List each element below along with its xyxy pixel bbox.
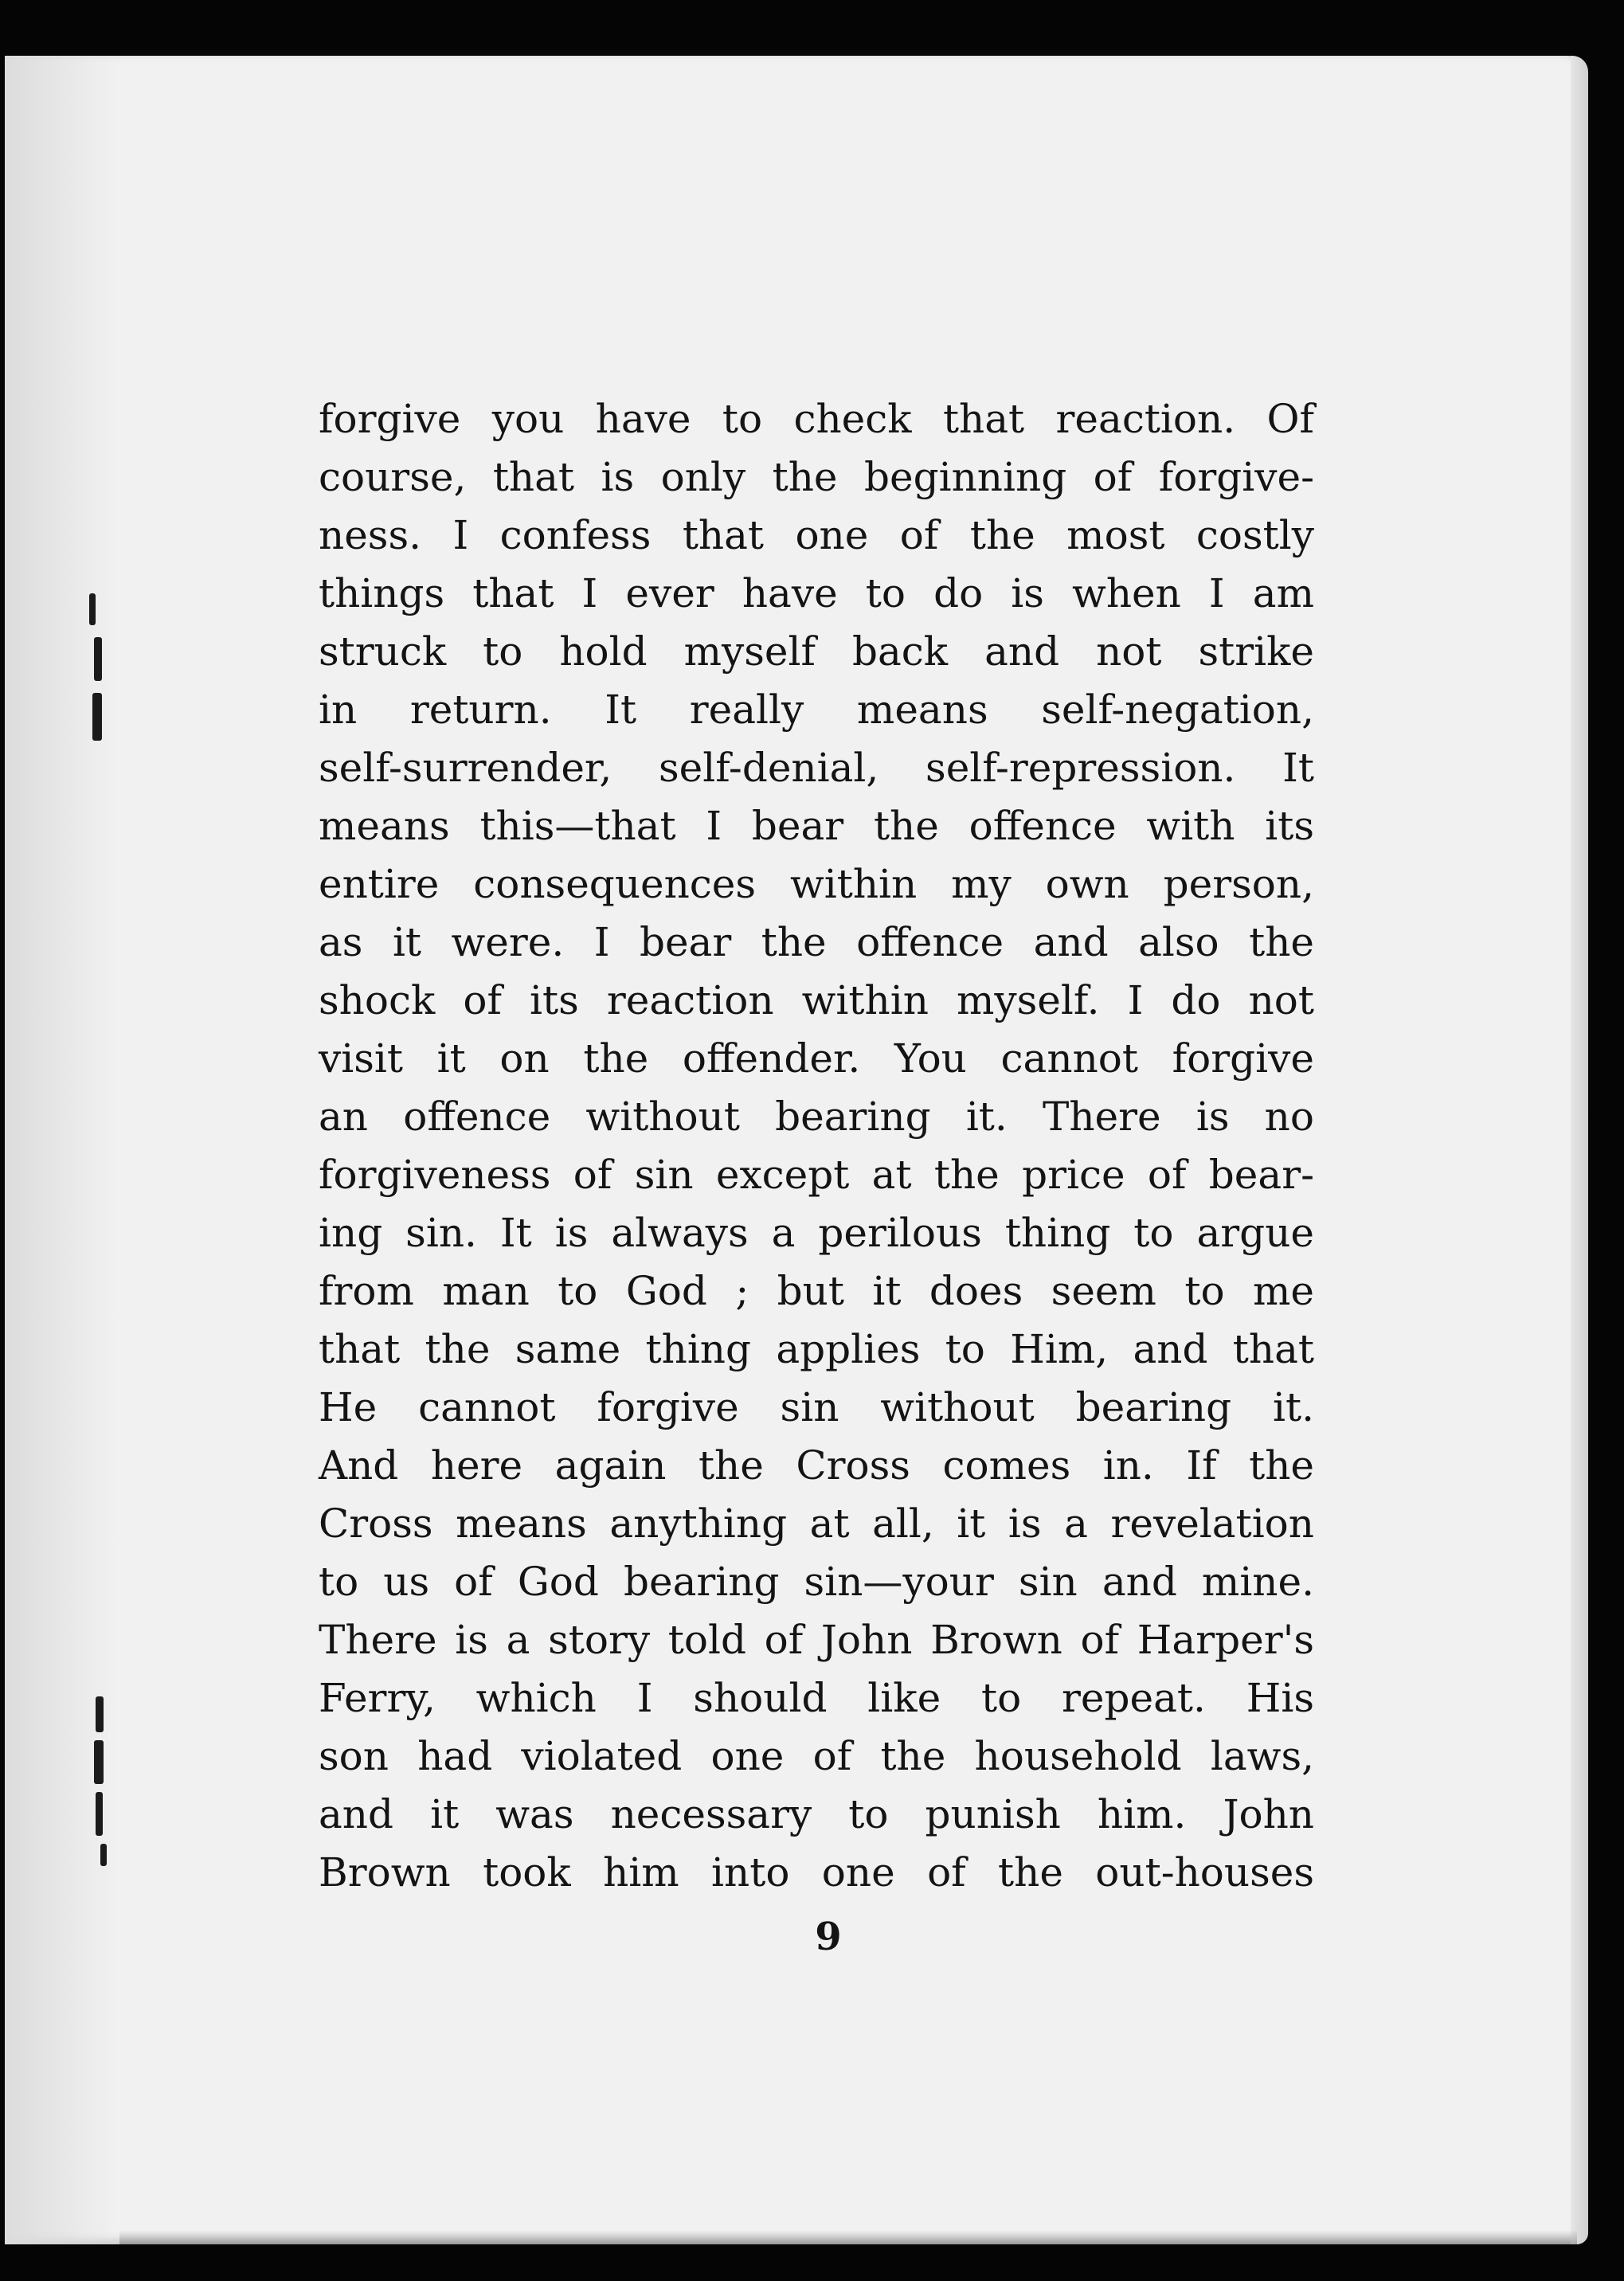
text-line: from man to God ; but it does seem to me [319,1268,1314,1314]
text-line: and it was necessary to punish him. John [319,1791,1314,1837]
binding-mark [89,593,96,625]
text-line: Ferry, which I should like to repeat. His [319,1675,1314,1721]
text-line: in return. It really means self-negation, [319,687,1314,733]
page-bottom-shadow [119,2230,1577,2244]
text-line: an offence without bearing it. There is no [319,1094,1314,1140]
text-line: Brown took him into one of the out-houses [319,1849,1314,1896]
page-number: 9 [815,1915,842,1959]
text-line: visit it on the offender. You cannot forgive [319,1035,1314,1082]
text-line: ness. I confess that one of the most costly [319,512,1314,558]
text-line: forgiveness of sin except at the price of bear- [319,1152,1314,1198]
text-line: as it were. I bear the offence and also the [319,919,1314,965]
text-line: shock of its reaction within myself. I do not [319,977,1314,1023]
text-line: son had violated one of the household laws, [319,1733,1314,1779]
text-line: entire consequences within my own person, [319,861,1314,907]
binding-mark [92,693,102,741]
page-gutter-shadow [5,56,116,2244]
text-line: things that I ever have to do is when I am [319,570,1314,616]
text-line: to us of God bearing sin—your sin and mine. [319,1559,1314,1605]
text-line: self-surrender, self-denial, self-repression. It [319,745,1314,791]
text-line: course, that is only the beginning of forgive- [319,454,1314,500]
body-text [319,390,1314,1902]
binding-mark [100,1844,107,1866]
text-line: that the same thing applies to Him, and that [319,1326,1314,1372]
text-line: means this—that I bear the offence with its [319,803,1314,849]
text-line: He cannot forgive sin without bearing it. [319,1384,1314,1430]
binding-mark [96,1792,103,1836]
page-right-edge [1571,56,1588,2244]
text-line: There is a story told of John Brown of Harper's [319,1617,1314,1663]
text-line: struck to hold myself back and not strike [319,628,1314,675]
binding-mark [94,637,102,681]
text-line: ing sin. It is always a perilous thing to argue [319,1210,1314,1256]
text-line: Cross means anything at all, it is a revelation [319,1500,1314,1547]
binding-mark [96,1696,104,1732]
text-line: forgive you have to check that reaction. Of [319,396,1314,442]
text-line: And here again the Cross comes in. If the [319,1442,1314,1489]
binding-mark [94,1740,104,1784]
